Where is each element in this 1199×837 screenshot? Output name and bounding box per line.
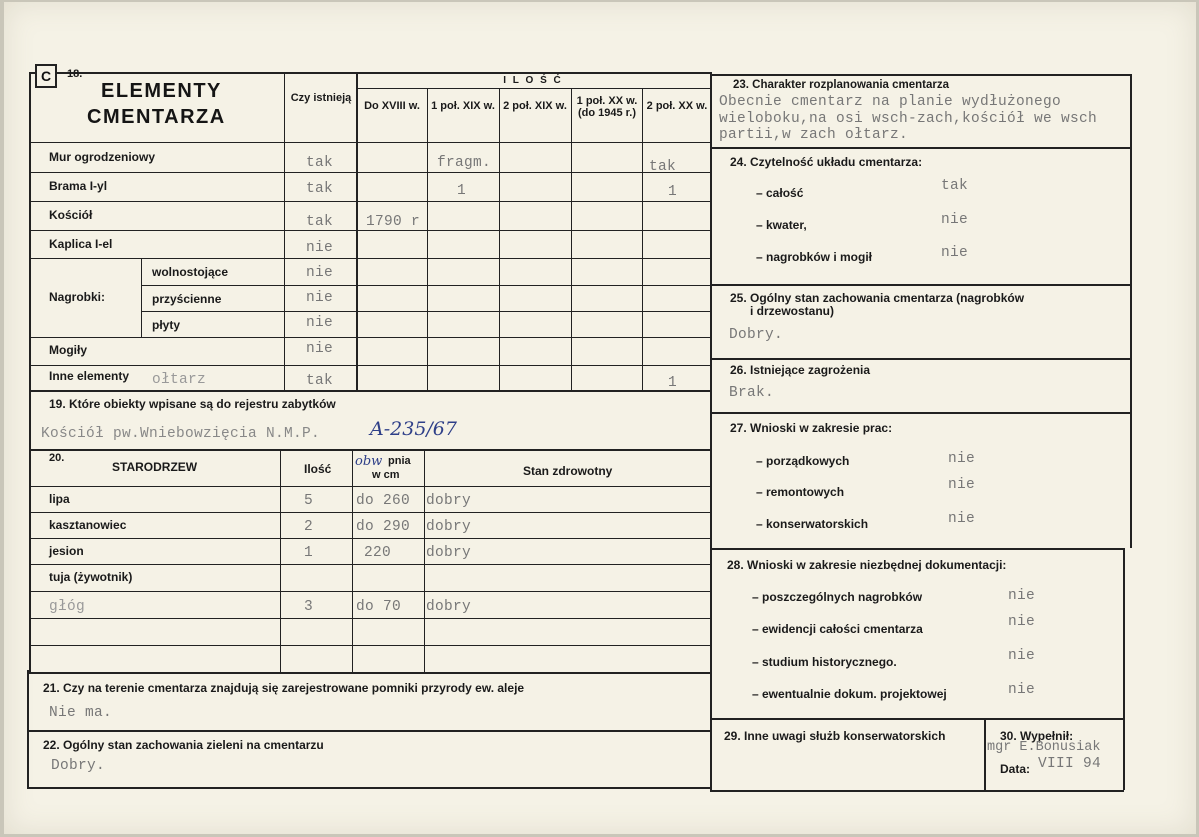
row-inne-extra: ołtarz — [152, 372, 207, 388]
sec27-label: 27. Wnioski w zakresie prac: — [730, 421, 893, 435]
row-label-brama: Brama I-yl — [49, 179, 108, 193]
row-label-mogily: Mogiły — [49, 343, 87, 357]
row-label-kosciol: Kościół — [49, 208, 93, 222]
sec28-item: – poszczególnych nagrobków — [752, 590, 923, 604]
sec23-bottom — [710, 147, 1132, 149]
nagrobki-divider — [141, 258, 142, 337]
tree-obw: 220 — [364, 545, 392, 561]
frame-top-right — [710, 74, 1132, 76]
row-line — [29, 538, 712, 539]
sec20-col-stan: Stan zdrowotny — [523, 464, 613, 478]
sec24-item: – kwater, — [756, 218, 807, 232]
col-line — [356, 72, 358, 390]
row-line — [29, 142, 712, 143]
row-label-nagrobki: Nagrobki: — [49, 290, 106, 304]
istnieje-value: nie — [306, 315, 334, 331]
tree-name: lipa — [49, 492, 70, 506]
sec28-item: – ewidencji całości cmentarza — [752, 622, 923, 636]
tree-name: kasztanowiec — [49, 518, 127, 532]
sec20-title: STARODRZEW — [112, 460, 198, 474]
sec28-bottom — [710, 718, 1124, 720]
frame-left-21 — [27, 670, 29, 788]
sec20-col-obw-unit: w cm — [372, 469, 400, 481]
ilosc-header: I L O Ś Ć — [503, 75, 563, 86]
period-value: 1 — [668, 184, 678, 200]
sec19-bottom — [29, 449, 712, 451]
sec26-value: Brak. — [729, 385, 775, 401]
row-label-przyscienne: przyścienne — [152, 292, 222, 306]
frame-left-19 — [29, 390, 31, 450]
tree-name: tuja (żywotnik) — [49, 570, 133, 584]
row-line — [29, 564, 712, 565]
sec21-label: 21. Czy na terenie cmentarza znajdują się zarejestrowane pomniki przyrody ew. aleje — [43, 681, 525, 695]
sec24-item: – nagrobków i mogił — [756, 250, 873, 264]
col-line — [499, 88, 500, 390]
sec28-value: nie — [1008, 614, 1036, 630]
sec24-value: nie — [941, 245, 969, 261]
sec21-value: Nie ma. — [49, 705, 113, 721]
istnieje-value: nie — [306, 240, 334, 256]
tree-ilosc: 1 — [304, 545, 314, 561]
period-header-1: 1 poł. XIX w. — [431, 100, 495, 112]
tree-stan: dobry — [426, 519, 472, 535]
row-line — [29, 512, 712, 513]
row-line — [29, 645, 712, 646]
sec27-item: – remontowych — [756, 485, 845, 499]
sec28-item: – studium historycznego. — [752, 655, 897, 669]
sec18-title-line2: CMENTARZA — [87, 106, 226, 128]
tree-obw: do 70 — [356, 599, 402, 615]
istnieje-value: nie — [306, 290, 334, 306]
sec20-number: 20. — [49, 452, 65, 464]
sec23-line-3: partii,w zach ołtarz. — [719, 127, 909, 143]
istnieje-value: tak — [306, 155, 334, 171]
tree-stan: dobry — [426, 545, 472, 561]
period-header-4: 2 poł. XX w. — [646, 100, 708, 112]
istnieje-value: tak — [306, 373, 334, 389]
period-value: 1 — [668, 375, 678, 391]
period-header-0: Do XVIII w. — [364, 100, 420, 112]
row-label-wolnostojace: wolnostojące — [152, 265, 229, 279]
sec27-bottom — [710, 548, 1124, 550]
ilosc-underline — [356, 88, 710, 89]
row-label-kaplica: Kaplica I-el — [49, 237, 113, 251]
row-line — [29, 258, 712, 259]
frame-left-18 — [29, 72, 31, 390]
card-letter: C — [35, 64, 57, 88]
row-line — [29, 618, 712, 619]
sec27-value: nie — [948, 477, 976, 493]
col-line — [352, 449, 353, 672]
tree-obw: do 260 — [356, 493, 411, 509]
sec29-label: 29. Inne uwagi służb konserwatorskich — [724, 729, 946, 743]
col-line — [642, 88, 643, 390]
sec25-label-1: 25. Ogólny stan zachowania cmentarza (nagrobków — [730, 291, 1025, 305]
sec24-value: nie — [941, 212, 969, 228]
istnieje-value: tak — [306, 214, 334, 230]
tree-ilosc: 3 — [304, 599, 314, 615]
tree-name: głóg — [49, 599, 86, 615]
sec20-col-obw-hand: obw — [355, 454, 383, 469]
sec21-bottom — [27, 730, 712, 732]
sec20-col-ilosc: Ilość — [304, 462, 332, 476]
row-line — [29, 486, 712, 487]
row-line — [29, 230, 712, 231]
sec25-bottom — [710, 358, 1132, 360]
tree-ilosc: 5 — [304, 493, 314, 509]
sec19-label: 19. Które obiekty wpisane są do rejestru zabytków — [49, 397, 336, 411]
sec28-value: nie — [1008, 682, 1036, 698]
row-line — [141, 285, 712, 286]
row-line — [29, 591, 712, 592]
tree-stan: dobry — [426, 599, 472, 615]
sec30-label: 30. Wypełnił: — [1000, 729, 1074, 743]
sec28-value: nie — [1008, 648, 1036, 664]
tree-stan: dobry — [426, 493, 472, 509]
frame-bottom-right — [710, 790, 1124, 792]
col-line — [284, 72, 285, 390]
row-label-plyty: płyty — [152, 318, 181, 332]
tree-name: jesion — [49, 544, 84, 558]
col-line — [571, 88, 572, 390]
period-header-3: 1 poł. XX w. (do 1945 r.) — [576, 95, 638, 119]
row-line — [29, 201, 712, 202]
istnieje-value: nie — [306, 341, 334, 357]
row-label-inne: Inne elementy — [49, 369, 130, 383]
col-line — [424, 449, 425, 672]
row-label-mur: Mur ogrodzeniowy — [49, 150, 155, 164]
sec29-30-divider — [984, 718, 986, 790]
frame-right-bottom — [1123, 548, 1125, 790]
sec25-value: Dobry. — [729, 327, 784, 343]
sec28-label: 28. Wnioski w zakresie niezbędnej dokumentacji: — [727, 558, 1007, 572]
sec18-title-line1: ELEMENTY — [101, 80, 222, 102]
sec24-label: 24. Czytelność układu cmentarza: — [730, 155, 923, 169]
sec24-value: tak — [941, 178, 969, 194]
row-line — [141, 311, 712, 312]
sec30-date: VIII 94 — [1038, 756, 1102, 772]
sec25-label-2: i drzewostanu) — [750, 304, 835, 318]
sec19-register-number: A-235/67 — [370, 418, 457, 440]
col-line — [280, 449, 281, 672]
period-value: tak — [649, 159, 677, 175]
istnieje-value: tak — [306, 181, 334, 197]
sec26-bottom — [710, 412, 1132, 414]
sec24-bottom — [710, 284, 1132, 286]
period-value: fragm. — [437, 155, 492, 171]
sec27-value: nie — [948, 511, 976, 527]
tree-obw: do 290 — [356, 519, 411, 535]
sec23-line-2: wieloboku,na osi wsch-zach,kościół we wsch — [719, 111, 1098, 127]
frame-top-left — [29, 72, 712, 74]
sec27-value: nie — [948, 451, 976, 467]
sec27-item: – konserwatorskich — [756, 517, 869, 531]
sec18-number: 18. — [67, 68, 83, 80]
sec30-date-label: Data: — [1000, 762, 1031, 776]
sec19-value: Kościół pw.Wniebowzięcia N.M.P. — [41, 426, 321, 442]
frame-divider-middle — [710, 72, 712, 790]
sec23-label: 23. Charakter rozplanowania cmentarza — [733, 79, 950, 91]
sec20-col-obw: pnia — [388, 455, 411, 467]
col-istnieje-header: Czy istnieją — [290, 92, 352, 104]
sec30-name: mgr E.Bonusiak — [987, 740, 1101, 755]
record-card — [4, 2, 1196, 834]
sec27-item: – porządkowych — [756, 454, 850, 468]
frame-right-top — [1130, 74, 1132, 548]
frame-bottom-left — [27, 787, 712, 789]
sec28-value: nie — [1008, 588, 1036, 604]
row-line — [29, 337, 712, 338]
sec23-line-1: Obecnie cmentarz na planie wydłużonego — [719, 94, 1062, 110]
row-line — [29, 365, 712, 366]
col-line — [427, 88, 428, 390]
row-line — [29, 390, 712, 392]
sec22-value: Dobry. — [51, 758, 106, 774]
row-line — [29, 172, 712, 173]
period-value: 1 — [457, 183, 467, 199]
istnieje-value: nie — [306, 265, 334, 281]
sec28-item: – ewentualnie dokum. projektowej — [752, 687, 947, 701]
period-value: 1790 r — [366, 214, 421, 230]
sec20-bottom — [29, 672, 712, 674]
sec24-item: – całość — [756, 186, 804, 200]
frame-left-20 — [29, 449, 31, 672]
period-header-2: 2 poł. XIX w. — [503, 100, 567, 112]
tree-ilosc: 2 — [304, 519, 314, 535]
sec22-label: 22. Ogólny stan zachowania zieleni na cmentarzu — [43, 738, 324, 752]
sec26-label: 26. Istniejące zagrożenia — [730, 363, 871, 377]
